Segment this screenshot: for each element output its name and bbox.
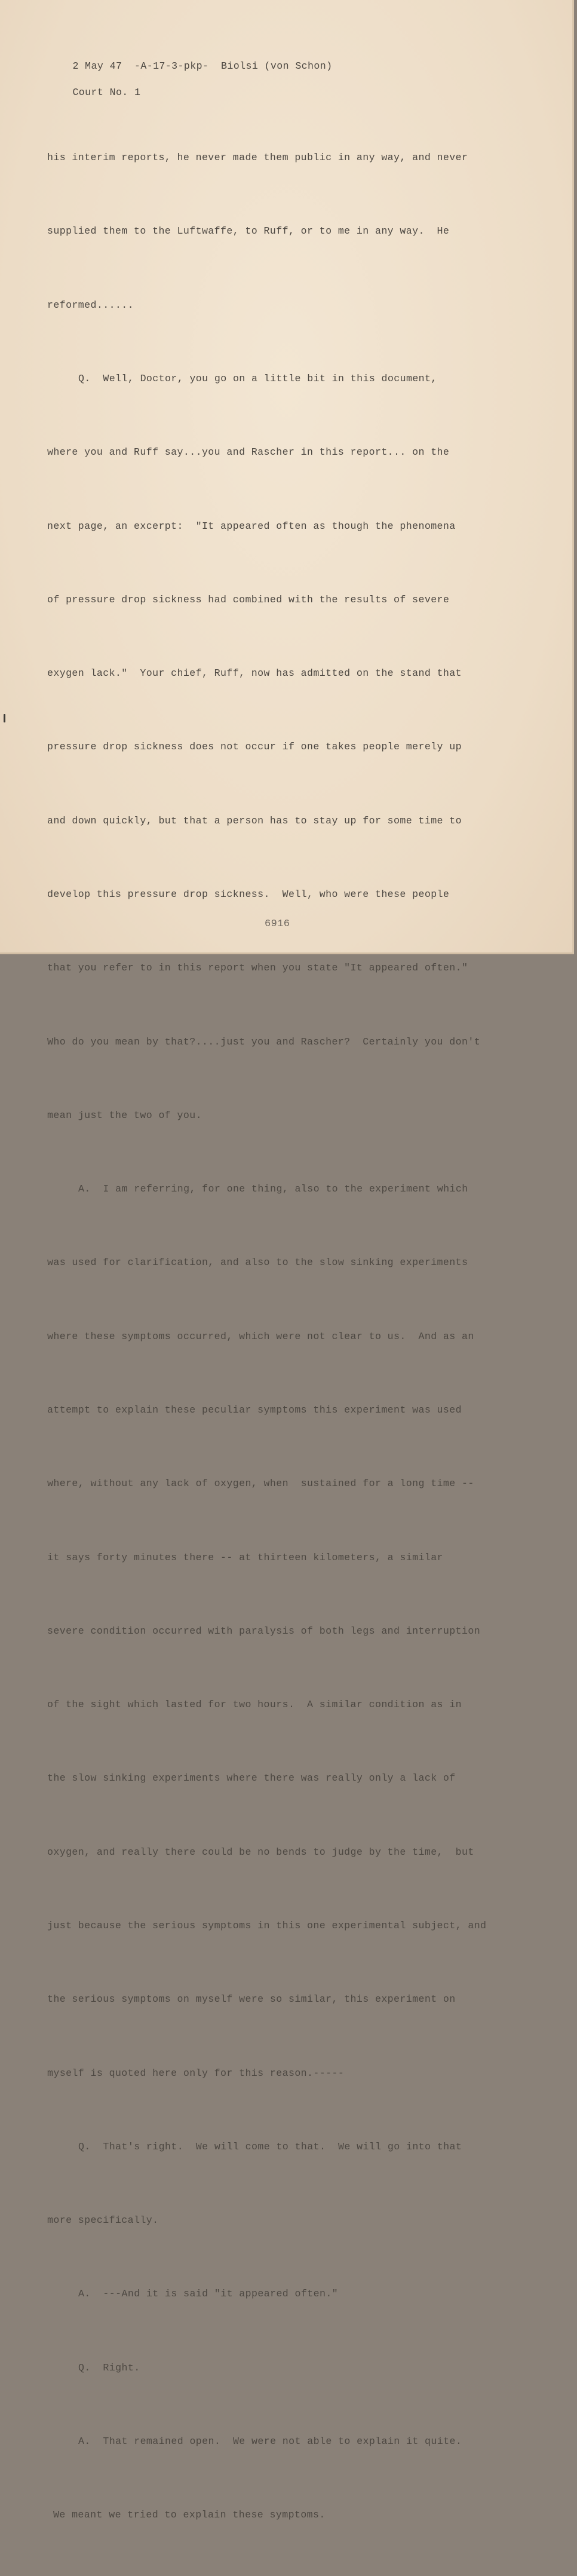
transcript-line: next page, an excerpt: "It appeared often as though the phenomena	[47, 520, 456, 532]
transcript-line: his interim reports, he never made them public in any way, and never	[47, 152, 468, 164]
transcript-line: that you refer to in this report when you state "It appeared often."	[47, 962, 468, 974]
margin-mark	[4, 714, 5, 722]
header-line-date-ref: 2 May 47 -A-17-3-pkp- Biolsi (von Schon)	[72, 60, 333, 72]
transcript-line: myself is quoted here only for this reason.-----	[47, 2067, 345, 2079]
transcript-line: oxygen, and really there could be no bends to judge by the time, but	[47, 1846, 474, 1858]
transcript-line: We meant we tried to explain these symptoms.	[53, 2509, 326, 2521]
transcript-line: the serious symptoms on myself were so similar, this experiment on	[47, 1993, 456, 2005]
transcript-line: of the sight which lasted for two hours. A similar condition as in	[47, 1699, 462, 1711]
question-line: Q. Well, Doctor, you go on a little bit in this document,	[78, 373, 437, 385]
transcript-line: was used for clarification, and also to the slow sinking experiments	[47, 1257, 468, 1269]
transcript-line: pressure drop sickness does not occur if one takes people merely up	[47, 741, 462, 753]
transcript-line: the slow sinking experiments where there was really only a lack of	[47, 1772, 456, 1784]
transcript-line: severe condition occurred with paralysis of both legs and interruption	[47, 1625, 481, 1637]
header-line-court: Court No. 1	[72, 87, 141, 98]
transcript-line: develop this pressure drop sickness. Well, who were these people	[47, 889, 450, 900]
page-number: 6916	[265, 918, 290, 930]
transcript-line: attempt to explain these peculiar symptoms this experiment was used	[47, 1404, 462, 1416]
transcript-line: more specifically.	[47, 2214, 159, 2226]
transcript-line: where, without any lack of oxygen, when sustained for a long time --	[47, 1478, 474, 1490]
transcript-line: exygen lack." Your chief, Ruff, now has admitted on the stand that	[47, 667, 462, 679]
answer-line: A. I am referring, for one thing, also to the experiment which	[78, 1183, 468, 1195]
transcript-line: of pressure drop sickness had combined with the results of severe	[47, 593, 450, 605]
transcript-line: where you and Ruff say...you and Rascher in this report... on the	[47, 446, 450, 458]
answer-line: A. ---And it is said "it appeared often."	[78, 2288, 339, 2300]
transcript-line: Who do you mean by that?....just you and Rascher? Certainly you don't	[47, 1036, 481, 1047]
transcript-line: and down quickly, but that a person has to stay up for some time to	[47, 814, 462, 826]
transcript-line: reformed......	[47, 299, 134, 311]
transcript-body	[47, 96, 486, 2576]
transcript-line: it says forty minutes there -- at thirteen kilometers, a similar	[47, 1551, 443, 1563]
answer-line: A. That remained open. We were not able to explain it quite.	[78, 2435, 462, 2447]
transcript-line: supplied them to the Luftwaffe, to Ruff, or to me in any way. He	[47, 225, 450, 237]
question-line: Q. That's right. We will come to that. We will go into that	[78, 2140, 462, 2152]
transcript-line: just because the serious symptoms in this one experimental subject, and	[47, 1919, 487, 1931]
transcript-line: mean just the two of you.	[47, 1109, 202, 1121]
question-line: Q. Right.	[78, 2361, 140, 2373]
transcript-line: where these symptoms occurred, which were not clear to us. And as an	[47, 1330, 474, 1342]
